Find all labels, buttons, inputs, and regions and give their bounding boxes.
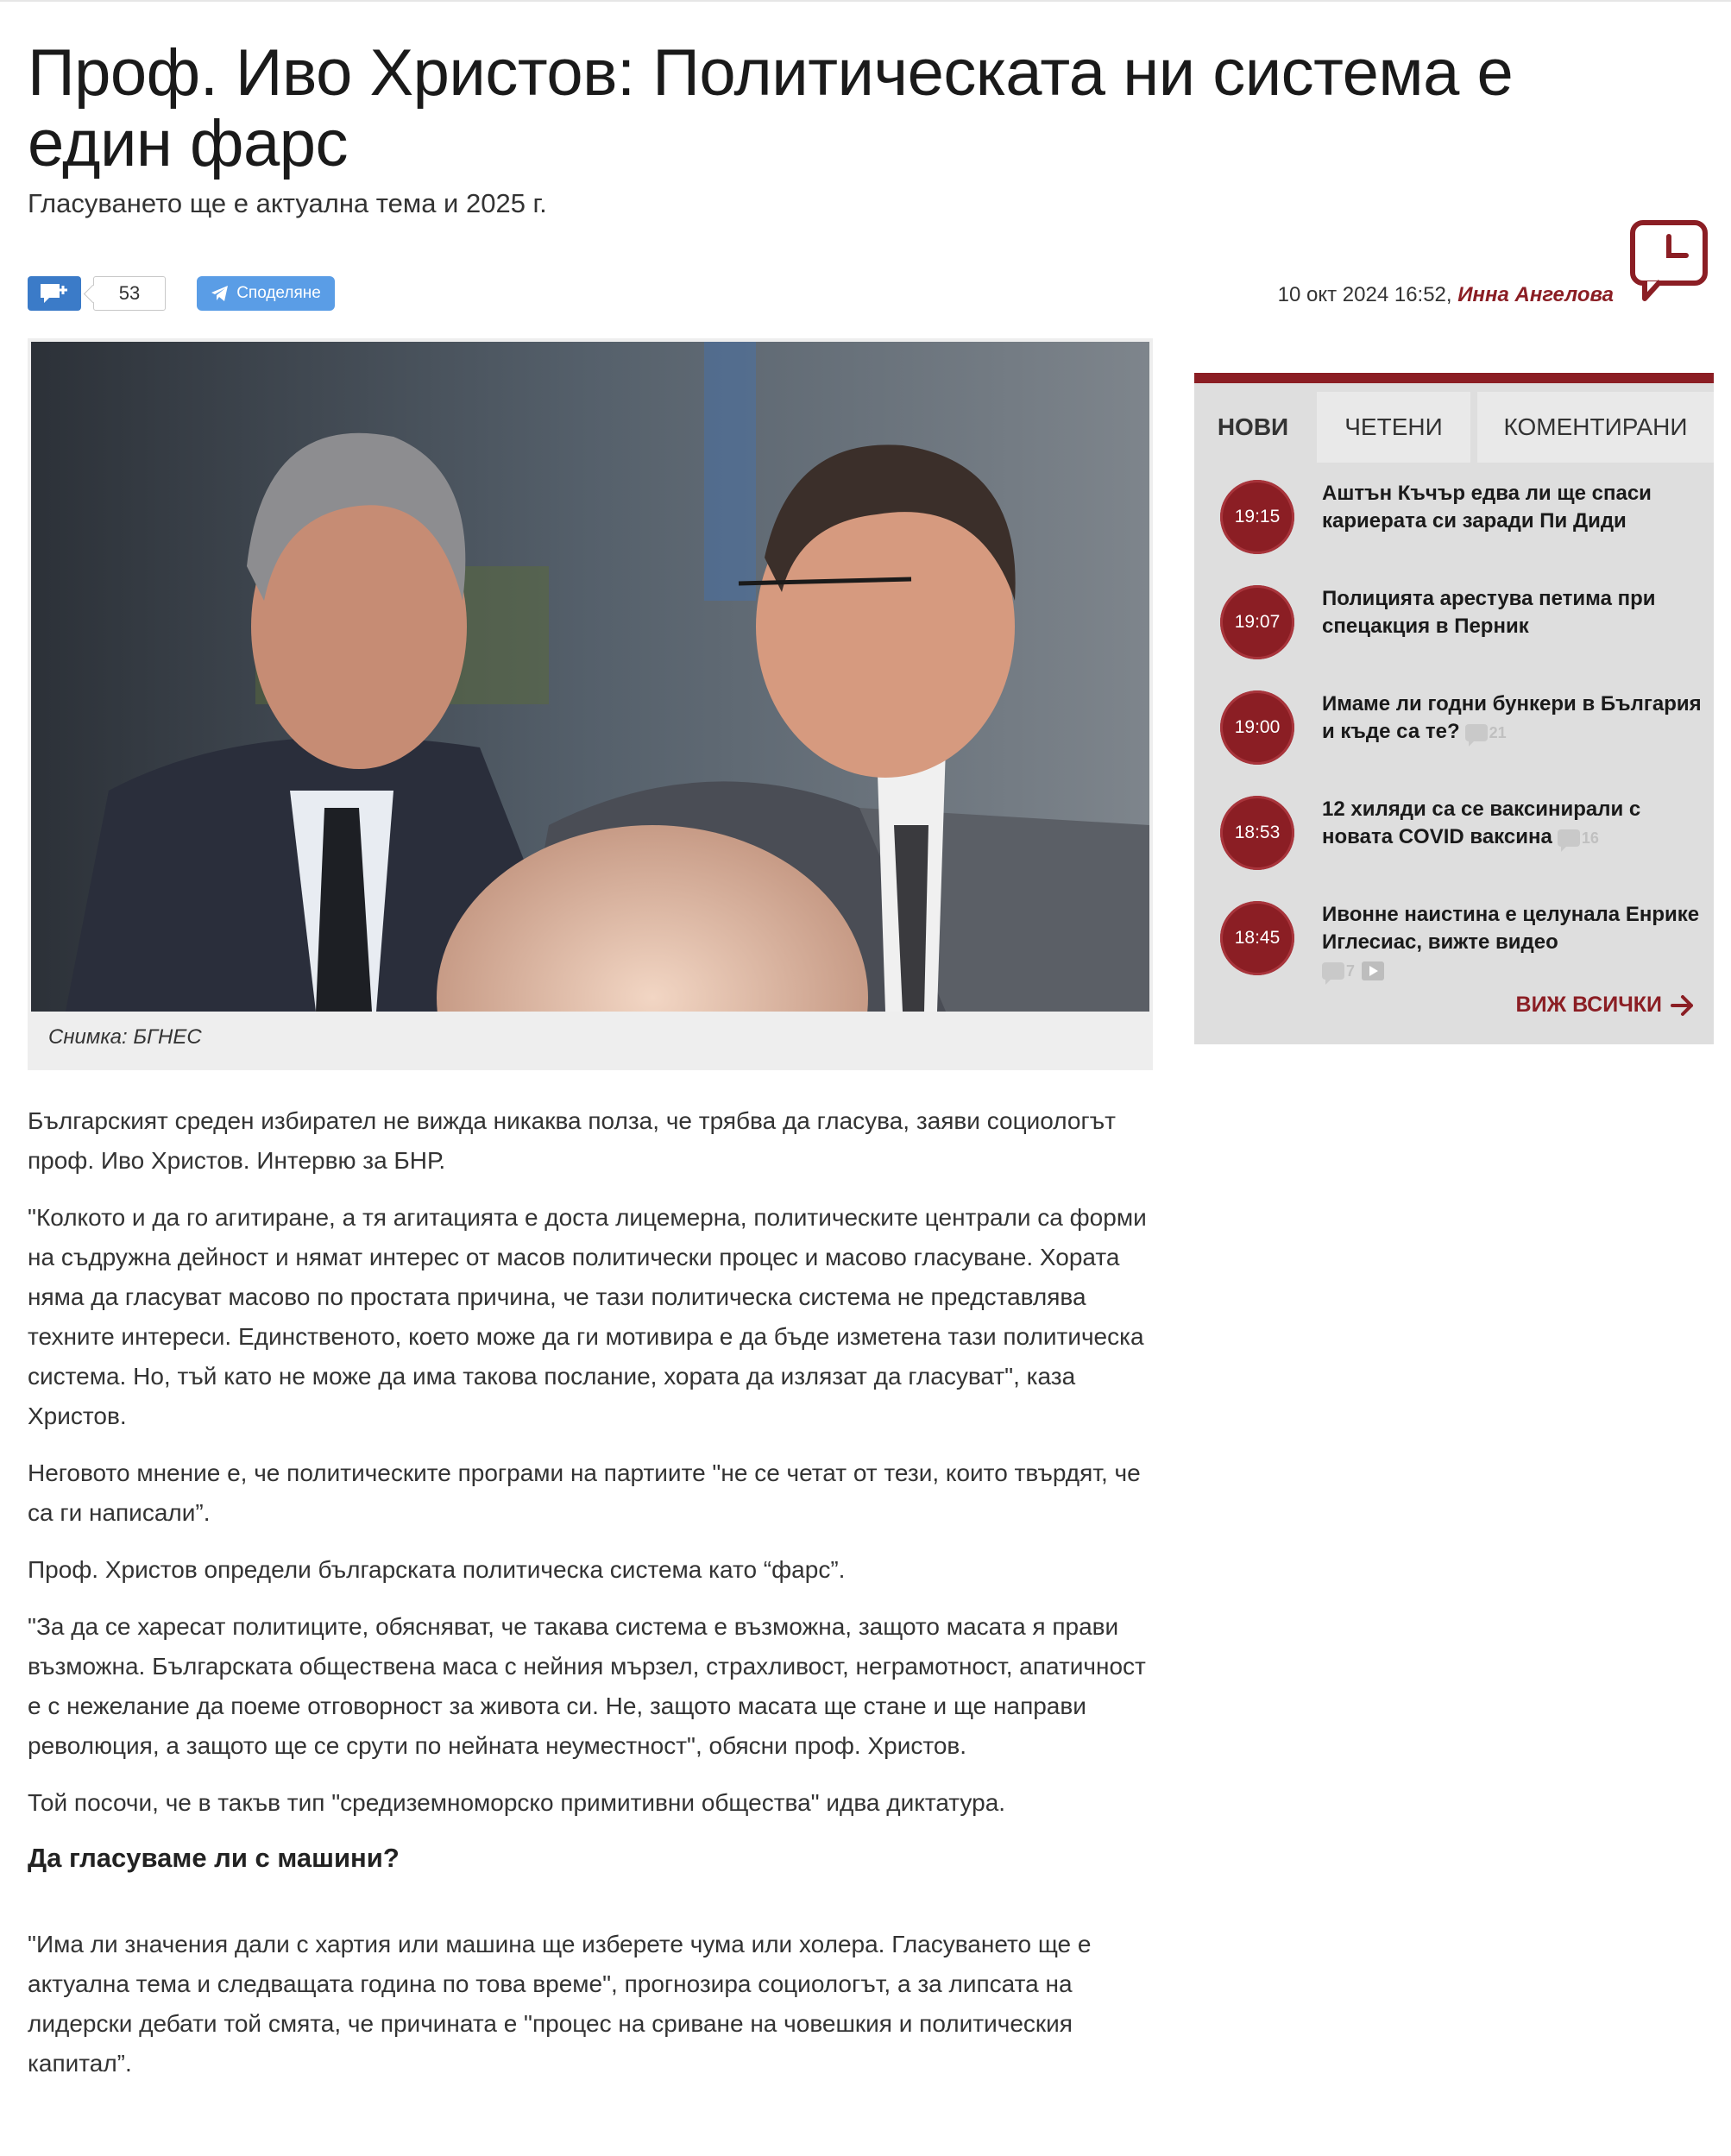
arrow-right-icon <box>1671 994 1695 1017</box>
news-item[interactable] <box>1220 787 1703 873</box>
article-body <box>28 1101 1158 2101</box>
see-all-label: ВИЖ ВСИЧКИ <box>1515 993 1662 1017</box>
section-heading: Да гласуваме ли с машини? <box>28 1843 400 1873</box>
top-border <box>0 0 1731 2</box>
news-item[interactable] <box>1220 471 1703 558</box>
article-paragraph: Неговото мнение е, че политическите програми на партиите "не се четат от тези, които твърдят, че са ги написали”. <box>28 1459 1141 1526</box>
publish-date: 10 окт 2024 16:52, <box>1277 283 1452 306</box>
news-item[interactable] <box>1220 892 1703 979</box>
comment-plus-icon <box>37 281 72 306</box>
news-time: 19:15 <box>1220 480 1294 554</box>
see-all-link[interactable] <box>1516 993 1695 1018</box>
sidebar-accent-bar <box>1194 373 1714 383</box>
news-title[interactable]: Имаме ли годни бункери в България и къде са те? 21 <box>1322 692 1702 743</box>
article-paragraph: Проф. Христов определи българската политическа система като “фарс”. <box>28 1556 846 1583</box>
comment-icon <box>1322 962 1344 980</box>
comment-count: 16 <box>1581 829 1599 847</box>
news-time: 19:00 <box>1220 690 1294 765</box>
article-meta-row <box>28 276 1614 312</box>
video-play-icon <box>1362 961 1384 980</box>
tab-new[interactable]: НОВИ <box>1194 392 1312 463</box>
news-title[interactable]: 12 хиляди са се ваксинирали с новата COVID ваксина 16 <box>1322 797 1641 848</box>
news-title[interactable]: Аштън Къчър едва ли ще спаси кариерата си заради Пи Диди <box>1322 482 1652 533</box>
article-paragraph: "Колкото и да го агитиране, а тя агитацията е доста лицемерна, политическите централи са форми на съдружна дейност и нямат интерес от масов политически процес и масово гласуване. Хората няма да гласуват масово по простата причина, че тази политическа система не представлява техните интереси. Единственото, което може да ги мотивира е да бъде изметена тази политическа система. Но, тъй като не може да има такова послание, хората да излязат да гласуват", каза Христов. <box>28 1204 1147 1429</box>
byline <box>1278 283 1614 307</box>
comment-count: 7 <box>1346 961 1356 980</box>
latest-news-list <box>1194 463 1714 1044</box>
telegram-share-button[interactable] <box>197 276 335 311</box>
article-subtitle: Гласуването ще е актуална тема и 2025 г. <box>28 188 547 218</box>
news-item[interactable] <box>1220 682 1703 768</box>
news-sidebar <box>1194 373 1714 1044</box>
photo-caption: Снимка: БГНЕС <box>48 1025 202 1049</box>
add-comment-button[interactable] <box>28 276 81 311</box>
share-label: Споделяне <box>236 284 321 302</box>
tab-most-commented[interactable]: КОМЕНТИРАНИ <box>1477 392 1714 463</box>
comment-icon <box>1558 829 1580 847</box>
news-time: 18:45 <box>1220 901 1294 975</box>
comment-count[interactable]: 53 <box>93 276 166 311</box>
article-paragraph: Българският среден избирател не вижда никаква полза, че трябва да гласува, заяви социологът проф. Иво Христов. Интервю за БНР. <box>28 1107 1116 1174</box>
article-paragraph: Той посочи, че в такъв тип "средиземноморско примитивни общества" идва диктатура. <box>28 1789 1006 1816</box>
article-paragraph: "Има ли значения дали с хартия или машина ще изберете чума или холера. Гласуването ще е актуална тема и следващата година по това време", прогнозира социологът, а за липсата на лидерски дебати той смята, че причината е "процес на сриване на човешкия и политическия капитал”. <box>28 1931 1092 2077</box>
telegram-icon <box>211 285 230 302</box>
news-time: 19:07 <box>1220 585 1294 659</box>
news-time: 18:53 <box>1220 796 1294 870</box>
comment-count: 21 <box>1489 723 1507 741</box>
comment-icon <box>1465 724 1488 741</box>
article-photo-frame <box>28 338 1153 1070</box>
tab-most-read[interactable]: ЧЕТЕНИ <box>1317 392 1470 463</box>
article-photo[interactable] <box>31 342 1149 1012</box>
news-title[interactable]: Ивонне наистина е целунала Енрике Иглесиас, вижте видео 7 <box>1322 903 1700 980</box>
article-paragraph: "За да се харесат политиците, обясняват, че такава система е възможна, защото масата я прави възможна. Българската обществена маса с нейния мързел, страхливост, неграмотност, апатичност е с нежелание да поеме отговорност за живота си. Не, защото масата ще стане и ще направи революция, а защото ще се срути по нейната неуместност", обясни проф. Христов. <box>28 1613 1146 1759</box>
recent-news-clock-icon[interactable] <box>1629 219 1710 302</box>
article-title: Проф. Иво Христов: Политическата ни система е един фарс <box>28 36 1514 180</box>
author-link[interactable]: Инна Ангелова <box>1457 283 1614 306</box>
news-item[interactable] <box>1220 577 1703 663</box>
sidebar-tabs <box>1194 392 1714 463</box>
news-title[interactable]: Полицията арестува петима при спецакция в Перник <box>1322 587 1656 638</box>
